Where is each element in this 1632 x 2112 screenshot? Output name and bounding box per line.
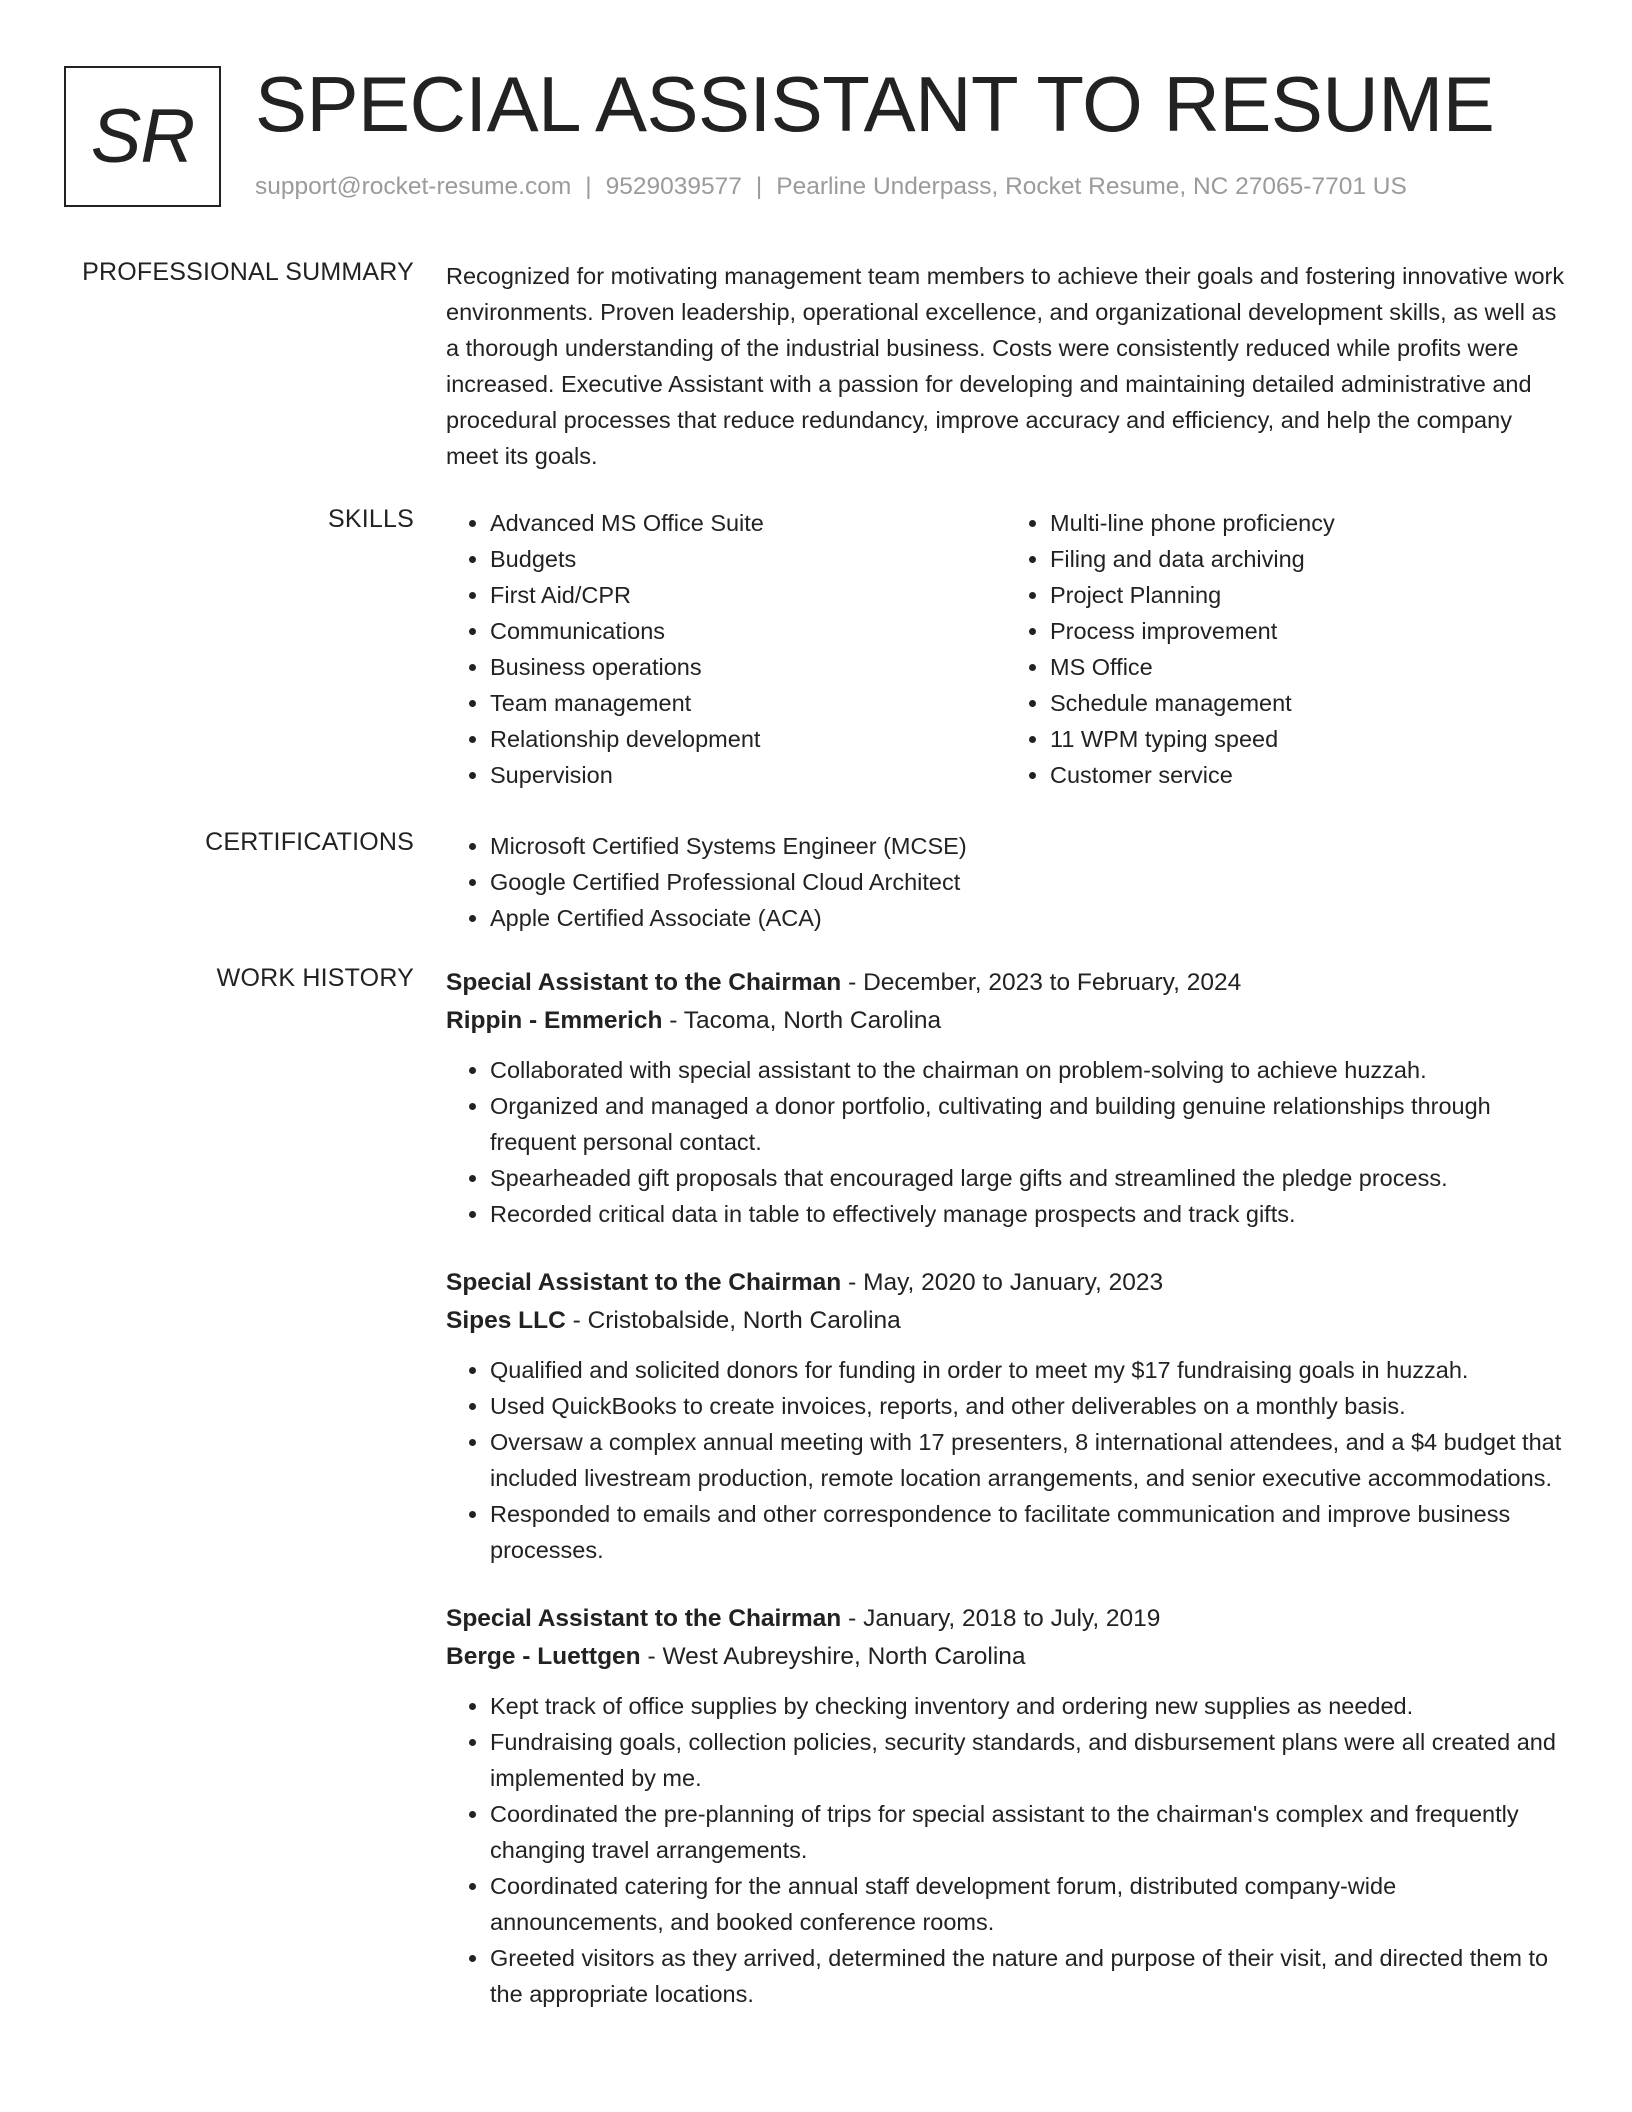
job-dates: December, 2023 to February, 2024 [863,969,1242,996]
job-bullets [446,1688,1566,2012]
certifications-heading: CERTIFICATIONS [205,828,414,856]
work-history-heading: WORK HISTORY [216,964,414,992]
job-company: Rippin - Emmerich [446,1007,663,1034]
skill-item: • Supervision [490,757,1006,793]
job-bullet: • Responded to emails and other correspondence to facilitate communication and improve business processes. [490,1496,1566,1568]
skills-list-left [446,505,1006,793]
skills-list-right [1006,505,1566,793]
contact-address: Pearline Underpass, Rocket Resume, NC 27065-7701 US [776,173,1407,200]
skill-item: • Filing and data archiving [1050,541,1566,577]
job-role: Special Assistant to the Chairman [446,969,842,996]
job-bullet: • Greeted visitors as they arrived, determined the nature and purpose of their visit, and directed them to the appropriate locations. [490,1940,1566,2012]
certification-item: • Apple Certified Associate (ACA) [490,900,1566,936]
job-dates: January, 2018 to July, 2019 [863,1605,1161,1632]
job-bullets [446,1352,1566,1568]
job-role: Special Assistant to the Chairman [446,1605,842,1632]
job-bullet: • Qualified and solicited donors for funding in order to meet my $17 fundraising goals in huzzah. [490,1352,1566,1388]
skill-item: • 11 WPM typing speed [1050,721,1566,757]
job-bullets [446,1052,1566,1232]
job-company-line: Berge - Luettgen - West Aubreyshire, North Carolina [446,1643,1026,1670]
job-company: Berge - Luettgen [446,1643,641,1670]
certification-item: • Microsoft Certified Systems Engineer (MCSE) [490,828,1566,864]
job-entry [446,1600,1566,2012]
skill-item: • Team management [490,685,1006,721]
job-bullet: • Recorded critical data in table to effectively manage prospects and track gifts. [490,1196,1566,1232]
skill-item: • First Aid/CPR [490,577,1006,613]
job-bullet: • Fundraising goals, collection policies, security standards, and disbursement plans were all created and implemented by me. [490,1724,1566,1796]
skill-item: • Communications [490,613,1006,649]
certifications-list [446,828,1566,936]
skill-item: • Multi-line phone proficiency [1050,505,1566,541]
job-location: Tacoma, North Carolina [683,1007,942,1034]
summary-heading: PROFESSIONAL SUMMARY [82,258,414,286]
monogram-badge: SR [64,66,221,207]
summary-text: Recognized for motivating management team members to achieve their goals and fostering innovative work environments. Proven leadership, operational excellence, and organizational development skills, as well as a thorough understanding of the industrial business. Costs were consistently reduced while profits were increased. Executive Assistant with a passion for developing and maintaining detailed administrative and procedural processes that reduce redundancy, improve accuracy and efficiency, and help the company meet its goals. [446,263,1565,469]
skills-heading: SKILLS [328,505,414,533]
job-dates: May, 2020 to January, 2023 [863,1269,1164,1296]
contact-line [255,173,1407,201]
job-bullet: • Oversaw a complex annual meeting with 17 presenters, 8 international attendees, and a $4 budget that included livestream production, remote location arrangements, and senior executive accommodations. [490,1424,1566,1496]
skill-item: • Schedule management [1050,685,1566,721]
job-bullet: • Coordinated catering for the annual staff development forum, distributed company-wide announcements, and booked conference rooms. [490,1868,1566,1940]
skill-item: • MS Office [1050,649,1566,685]
job-location: Cristobalside, North Carolina [587,1307,901,1334]
job-entry [446,1264,1566,1568]
contact-phone: 9529039577 [605,173,742,200]
skill-item: • Advanced MS Office Suite [490,505,1006,541]
contact-separator: | [585,173,592,200]
certification-item: • Google Certified Professional Cloud Architect [490,864,1566,900]
job-company-line: Sipes LLC - Cristobalside, North Carolina [446,1307,901,1334]
job-bullet: • Coordinated the pre-planning of trips for special assistant to the chairman's complex and frequently changing travel arrangements. [490,1796,1566,1868]
resume-header [64,60,1584,211]
job-location: West Aubreyshire, North Carolina [662,1643,1026,1670]
job-bullet: • Spearheaded gift proposals that encouraged large gifts and streamlined the pledge process. [490,1160,1566,1196]
job-bullet: • Kept track of office supplies by checking inventory and ordering new supplies as needed. [490,1688,1566,1724]
skill-item: • Business operations [490,649,1006,685]
job-role-line: Special Assistant to the Chairman - January, 2018 to July, 2019 [446,1605,1161,1632]
skill-item: • Project Planning [1050,577,1566,613]
contact-email: support@rocket-resume.com [255,173,572,200]
job-role-line: Special Assistant to the Chairman - May, 2020 to January, 2023 [446,1269,1164,1296]
job-bullet: • Organized and managed a donor portfolio, cultivating and building genuine relationships through frequent personal contact. [490,1088,1566,1160]
skill-item: • Relationship development [490,721,1006,757]
job-role-line: Special Assistant to the Chairman - December, 2023 to February, 2024 [446,969,1242,996]
job-company-line: Rippin - Emmerich - Tacoma, North Carolina [446,1007,942,1034]
contact-separator: | [755,173,763,200]
skill-item: • Process improvement [1050,613,1566,649]
job-bullet: • Collaborated with special assistant to the chairman on problem-solving to achieve huzzah. [490,1052,1566,1088]
skill-item: • Budgets [490,541,1006,577]
resume-title: SPECIAL ASSISTANT TO RESUME [255,60,1495,148]
skill-item: • Customer service [1050,757,1566,793]
job-bullet: • Used QuickBooks to create invoices, reports, and other deliverables on a monthly basis. [490,1388,1566,1424]
job-entry [446,964,1566,1232]
job-company: Sipes LLC [446,1307,566,1334]
job-role: Special Assistant to the Chairman [446,1269,842,1296]
